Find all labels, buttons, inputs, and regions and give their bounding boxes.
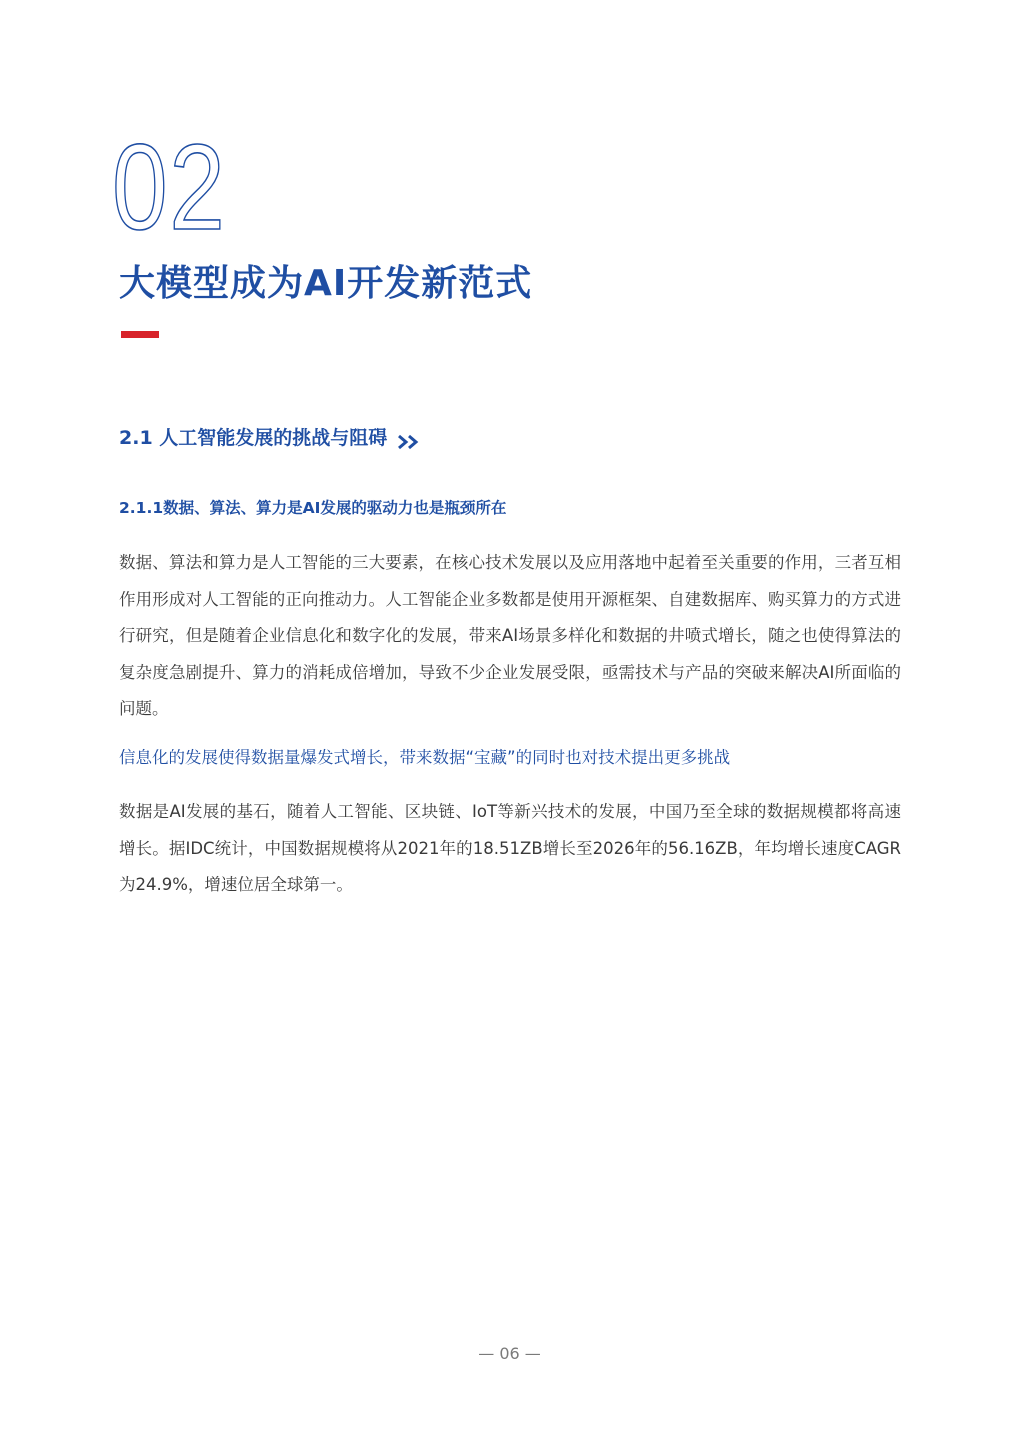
section-heading-text: 2.1 人工智能发展的挑战与阻碍 [119,427,388,449]
body-paragraph-1: 数据、算法和算力是人工智能的三大要素，在核心技术发展以及应用落地中起着至关重要的作用，三者互相作用形成对人工智能的正向推动力。人工智能企业多数都是使用开源框架、自建数据库、购买算力的方式进行研究，但是随着企业信息化和数字化的发展，带来AI场景多样化和数据的井喷式增长，随之也使得算法的复杂度急剧提升、算力的消耗成倍增加，导致不少企业发展受限，亟需技术与产品的突破来解决AI所面临的问题。 [119,553,901,718]
section-heading [119,424,421,452]
title-accent-bar [121,331,159,338]
chapter-title: 大模型成为AI开发新范式 [119,263,533,304]
body-paragraph-2: 数据是AI发展的基石，随着人工智能、区块链、IoT等新兴技术的发展，中国乃至全球的数据规模都将高速增长。据IDC统计，中国数据规模将从2021年的18.51ZB增长至2026年的56.16ZB，年均增长速度CAGR为24.9%，增速位居全球第一。 [119,802,901,894]
subsection-heading: 2.1.1数据、算法、算力是AI发展的驱动力也是瓶颈所在 [119,499,507,517]
page-number: — 06 — [478,1344,541,1363]
chapter-number: 02 [112,119,227,255]
double-chevron-right-icon [397,430,421,446]
highlight-statement: 信息化的发展使得数据量爆发式增长，带来数据“宝藏”的同时也对技术提出更多挑战 [119,748,731,767]
